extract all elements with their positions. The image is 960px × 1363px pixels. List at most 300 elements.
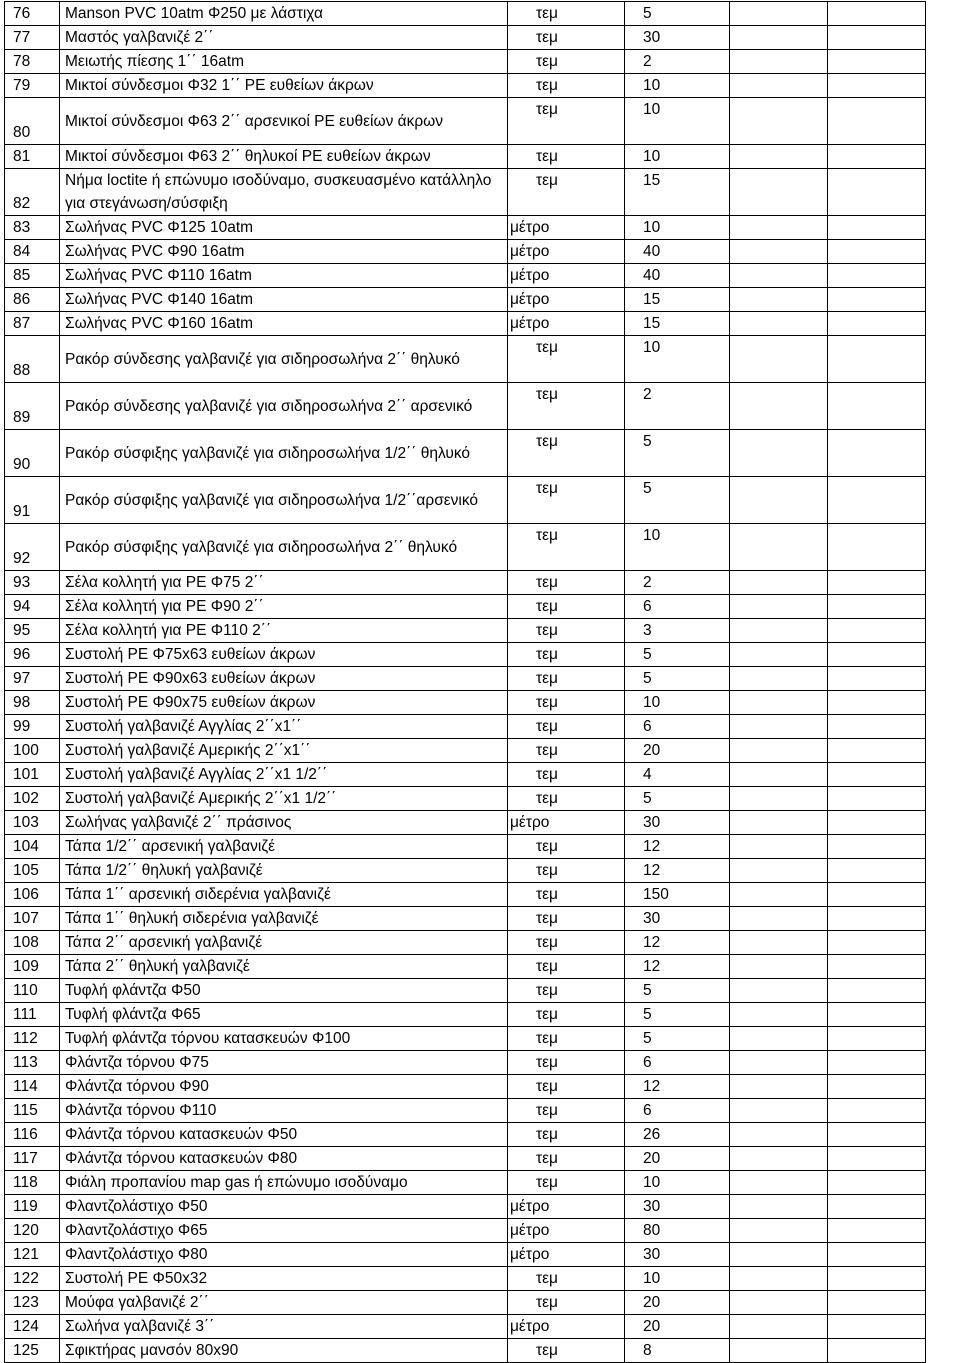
empty-cell <box>828 571 926 595</box>
table-row <box>5 430 926 477</box>
empty-cell <box>730 619 828 643</box>
row-number: 120 <box>5 1219 60 1243</box>
unit-cell <box>508 739 625 763</box>
item-unit: μέτρο <box>510 1198 550 1215</box>
item-unit: τεμ <box>536 1030 558 1047</box>
empty-cell <box>828 907 926 931</box>
empty-cell <box>730 763 828 787</box>
empty-cell <box>730 145 828 169</box>
table-row <box>5 240 926 264</box>
empty-cell <box>828 1171 926 1195</box>
item-quantity: 5 <box>643 982 652 999</box>
row-number: 117 <box>5 1147 60 1171</box>
table-row <box>5 907 926 931</box>
quantity-cell <box>625 1123 730 1147</box>
row-number: 124 <box>5 1315 60 1339</box>
empty-cell <box>828 739 926 763</box>
row-number: 80 <box>5 98 60 145</box>
item-description: Μικτοί σύνδεσμοι Φ32 1΄΄ PE ευθείων άκρων <box>60 74 508 98</box>
item-unit: τεμ <box>536 598 558 615</box>
table-row <box>5 1339 926 1363</box>
item-description: Ρακόρ σύνδεσης γαλβανιζέ για σιδηροσωλήνα 2΄΄ θηλυκό <box>60 336 508 383</box>
unit-cell <box>508 169 625 216</box>
quantity-cell <box>625 955 730 979</box>
item-unit: μέτρο <box>510 1222 550 1239</box>
row-number: 92 <box>5 524 60 571</box>
item-description: Φλαντζολάστιχο Φ50 <box>60 1195 508 1219</box>
quantity-cell <box>625 667 730 691</box>
empty-cell <box>730 571 828 595</box>
row-number: 95 <box>5 619 60 643</box>
item-unit: μέτρο <box>510 814 550 831</box>
empty-cell <box>828 763 926 787</box>
unit-cell <box>508 1339 625 1363</box>
item-description: Συστολή γαλβανιζέ Αμερικής 2΄΄x1΄΄ <box>60 739 508 763</box>
empty-cell <box>730 715 828 739</box>
table-row <box>5 811 926 835</box>
empty-cell <box>730 883 828 907</box>
empty-cell <box>730 739 828 763</box>
item-quantity: 2 <box>643 386 652 403</box>
empty-cell <box>730 1339 828 1363</box>
unit-cell <box>508 1123 625 1147</box>
table-row <box>5 979 926 1003</box>
item-description: Τάπα 1΄΄ θηλυκή σιδερένια γαλβανιζέ <box>60 907 508 931</box>
item-quantity: 6 <box>643 1054 652 1071</box>
quantity-cell <box>625 1051 730 1075</box>
item-description: Τυφλή φλάντζα Φ65 <box>60 1003 508 1027</box>
row-number: 79 <box>5 74 60 98</box>
item-unit: τεμ <box>536 1174 558 1191</box>
item-quantity: 5 <box>643 433 652 450</box>
empty-cell <box>730 2 828 26</box>
item-description: Φλάντζα τόρνου Φ110 <box>60 1099 508 1123</box>
item-description: Φιάλη προπανίου map gas ή επώνυμο ισοδύναμο <box>60 1171 508 1195</box>
row-number: 121 <box>5 1243 60 1267</box>
empty-cell <box>730 1075 828 1099</box>
table-row <box>5 1051 926 1075</box>
empty-cell <box>828 691 926 715</box>
quantity-cell <box>625 336 730 383</box>
empty-cell <box>828 1339 926 1363</box>
empty-cell <box>828 264 926 288</box>
item-description: Ρακόρ σύσφιξης γαλβανιζέ για σιδηροσωλήνα 1/2΄΄αρσενικό <box>60 477 508 524</box>
row-number: 116 <box>5 1123 60 1147</box>
empty-cell <box>828 979 926 1003</box>
quantity-cell <box>625 145 730 169</box>
item-quantity: 40 <box>643 267 661 284</box>
quantity-cell <box>625 1291 730 1315</box>
table-row <box>5 1075 926 1099</box>
quantity-cell <box>625 1267 730 1291</box>
row-number: 119 <box>5 1195 60 1219</box>
table-row <box>5 859 926 883</box>
table-row <box>5 643 926 667</box>
item-unit: μέτρο <box>510 267 550 284</box>
row-number: 99 <box>5 715 60 739</box>
table-row <box>5 955 926 979</box>
table-row <box>5 216 926 240</box>
item-unit: τεμ <box>536 958 558 975</box>
unit-cell <box>508 1219 625 1243</box>
table-row <box>5 74 926 98</box>
table-row <box>5 619 926 643</box>
quantity-cell <box>625 883 730 907</box>
row-number: 81 <box>5 145 60 169</box>
empty-cell <box>730 430 828 477</box>
item-unit: τεμ <box>536 527 558 544</box>
unit-cell <box>508 907 625 931</box>
empty-cell <box>828 955 926 979</box>
item-description: Φλάντζα τόρνου Φ75 <box>60 1051 508 1075</box>
quantity-cell <box>625 931 730 955</box>
unit-cell <box>508 264 625 288</box>
unit-cell <box>508 883 625 907</box>
row-number: 122 <box>5 1267 60 1291</box>
unit-cell <box>508 1315 625 1339</box>
item-unit: τεμ <box>536 742 558 759</box>
empty-cell <box>828 1003 926 1027</box>
item-unit: μέτρο <box>510 315 550 332</box>
quantity-cell <box>625 477 730 524</box>
item-quantity: 5 <box>643 480 652 497</box>
empty-cell <box>730 240 828 264</box>
empty-cell <box>828 859 926 883</box>
item-quantity: 20 <box>643 1150 661 1167</box>
unit-cell <box>508 477 625 524</box>
table-row <box>5 169 926 216</box>
item-quantity: 2 <box>643 53 652 70</box>
row-number: 91 <box>5 477 60 524</box>
empty-cell <box>828 312 926 336</box>
item-description: Σωλήνας PVC Φ140 16atm <box>60 288 508 312</box>
table-row <box>5 1195 926 1219</box>
empty-cell <box>828 26 926 50</box>
item-description: Νήμα loctite ή επώνυμο ισοδύναμο, συσκευασμένο κατάλληλο για στεγάνωση/σύσφιξη <box>60 169 508 216</box>
unit-cell <box>508 145 625 169</box>
unit-cell <box>508 1051 625 1075</box>
item-description: Σωλήνας PVC Φ125 10atm <box>60 216 508 240</box>
row-number: 93 <box>5 571 60 595</box>
item-quantity: 15 <box>643 315 661 332</box>
table-row <box>5 739 926 763</box>
item-description: Συστολή PE Φ90x75 ευθείων άκρων <box>60 691 508 715</box>
empty-cell <box>730 1003 828 1027</box>
item-quantity: 20 <box>643 1294 661 1311</box>
quantity-cell <box>625 1195 730 1219</box>
item-description: Συστολή γαλβανιζέ Αγγλίας 2΄΄x1 1/2΄΄ <box>60 763 508 787</box>
quantity-cell <box>625 98 730 145</box>
item-unit: μέτρο <box>510 1318 550 1335</box>
quantity-cell <box>625 1099 730 1123</box>
quantity-cell <box>625 288 730 312</box>
row-number: 118 <box>5 1171 60 1195</box>
unit-cell <box>508 715 625 739</box>
item-quantity: 4 <box>643 766 652 783</box>
item-quantity: 10 <box>643 101 661 118</box>
quantity-cell <box>625 643 730 667</box>
table-row <box>5 835 926 859</box>
unit-cell <box>508 26 625 50</box>
row-number: 102 <box>5 787 60 811</box>
item-quantity: 30 <box>643 29 661 46</box>
quantity-cell <box>625 430 730 477</box>
unit-cell <box>508 811 625 835</box>
table-row <box>5 1099 926 1123</box>
empty-cell <box>828 811 926 835</box>
empty-cell <box>730 1171 828 1195</box>
item-description: Μούφα γαλβανιζέ 2΄΄ <box>60 1291 508 1315</box>
item-quantity: 15 <box>643 172 661 189</box>
item-quantity: 6 <box>643 1102 652 1119</box>
table-row <box>5 763 926 787</box>
unit-cell <box>508 859 625 883</box>
empty-cell <box>730 979 828 1003</box>
empty-cell <box>730 691 828 715</box>
table-row <box>5 312 926 336</box>
row-number: 83 <box>5 216 60 240</box>
item-quantity: 80 <box>643 1222 661 1239</box>
item-description: Σφικτήρας μανσόν 80x90 <box>60 1339 508 1363</box>
table-row <box>5 477 926 524</box>
item-description: Συστολή γαλβανιζέ Αγγλίας 2΄΄x1΄΄ <box>60 715 508 739</box>
row-number: 82 <box>5 169 60 216</box>
quantity-cell <box>625 312 730 336</box>
item-unit: τεμ <box>536 1294 558 1311</box>
quantity-cell <box>625 1003 730 1027</box>
item-unit: τεμ <box>536 148 558 165</box>
table-row <box>5 98 926 145</box>
empty-cell <box>730 336 828 383</box>
item-quantity: 2 <box>643 574 652 591</box>
empty-cell <box>828 1315 926 1339</box>
table-row <box>5 264 926 288</box>
item-description: Σέλα κολλητή για PE Φ75 2΄΄ <box>60 571 508 595</box>
item-description: Τάπα 1΄΄ αρσενική σιδερένια γαλβανιζέ <box>60 883 508 907</box>
item-quantity: 12 <box>643 958 661 975</box>
empty-cell <box>828 667 926 691</box>
item-description: Ρακόρ σύνδεσης γαλβανιζέ για σιδηροσωλήνα 2΄΄ αρσενικό <box>60 383 508 430</box>
empty-cell <box>828 787 926 811</box>
quantity-cell <box>625 1315 730 1339</box>
empty-cell <box>730 907 828 931</box>
empty-cell <box>828 524 926 571</box>
empty-cell <box>730 1315 828 1339</box>
item-description: Τυφλή φλάντζα Φ50 <box>60 979 508 1003</box>
row-number: 108 <box>5 931 60 955</box>
table-row <box>5 1123 926 1147</box>
empty-cell <box>730 383 828 430</box>
quantity-cell <box>625 1171 730 1195</box>
item-quantity: 30 <box>643 814 661 831</box>
empty-cell <box>730 169 828 216</box>
item-unit: τεμ <box>536 53 558 70</box>
quantity-cell <box>625 216 730 240</box>
items-table <box>4 1 926 1363</box>
unit-cell <box>508 979 625 1003</box>
empty-cell <box>730 1123 828 1147</box>
item-unit: τεμ <box>536 1078 558 1095</box>
item-quantity: 6 <box>643 598 652 615</box>
empty-cell <box>828 169 926 216</box>
empty-cell <box>730 1027 828 1051</box>
item-description: Τάπα 2΄΄ θηλυκή γαλβανιζέ <box>60 955 508 979</box>
item-unit: τεμ <box>536 386 558 403</box>
item-description: Συστολή PE Φ50x32 <box>60 1267 508 1291</box>
row-number: 101 <box>5 763 60 787</box>
empty-cell <box>730 264 828 288</box>
item-description: Σωλήνας PVC Φ90 16atm <box>60 240 508 264</box>
row-number: 113 <box>5 1051 60 1075</box>
item-quantity: 10 <box>643 694 661 711</box>
item-unit: τεμ <box>536 1126 558 1143</box>
item-description: Φλάντζα τόρνου κατασκευών Φ80 <box>60 1147 508 1171</box>
item-quantity: 15 <box>643 291 661 308</box>
item-unit: μέτρο <box>510 1246 550 1263</box>
item-unit: τεμ <box>536 1054 558 1071</box>
item-unit: μέτρο <box>510 219 550 236</box>
row-number: 90 <box>5 430 60 477</box>
row-number: 100 <box>5 739 60 763</box>
row-number: 123 <box>5 1291 60 1315</box>
item-description: Σωλήνας γαλβανιζέ 2΄΄ πράσινος <box>60 811 508 835</box>
quantity-cell <box>625 26 730 50</box>
item-quantity: 5 <box>643 670 652 687</box>
empty-cell <box>828 595 926 619</box>
table-row <box>5 931 926 955</box>
table-row <box>5 1147 926 1171</box>
unit-cell <box>508 931 625 955</box>
item-unit: τεμ <box>536 934 558 951</box>
empty-cell <box>730 50 828 74</box>
item-description: Μειωτής πίεσης 1΄΄ 16atm <box>60 50 508 74</box>
item-quantity: 30 <box>643 1198 661 1215</box>
table-row <box>5 1315 926 1339</box>
item-unit: τεμ <box>536 622 558 639</box>
empty-cell <box>730 98 828 145</box>
empty-cell <box>730 835 828 859</box>
row-number: 115 <box>5 1099 60 1123</box>
item-quantity: 5 <box>643 5 652 22</box>
empty-cell <box>730 524 828 571</box>
unit-cell <box>508 216 625 240</box>
empty-cell <box>730 955 828 979</box>
table-row <box>5 787 926 811</box>
table-row <box>5 26 926 50</box>
item-unit: τεμ <box>536 480 558 497</box>
empty-cell <box>828 715 926 739</box>
empty-cell <box>730 1243 828 1267</box>
item-quantity: 5 <box>643 790 652 807</box>
quantity-cell <box>625 715 730 739</box>
item-unit: τεμ <box>536 982 558 999</box>
unit-cell <box>508 1195 625 1219</box>
item-quantity: 30 <box>643 910 661 927</box>
empty-cell <box>828 383 926 430</box>
unit-cell <box>508 1171 625 1195</box>
row-number: 98 <box>5 691 60 715</box>
table-row <box>5 1267 926 1291</box>
item-description: Τυφλή φλάντζα τόρνου κατασκευών Φ100 <box>60 1027 508 1051</box>
item-quantity: 10 <box>643 77 661 94</box>
row-number: 88 <box>5 336 60 383</box>
item-quantity: 12 <box>643 1078 661 1095</box>
item-quantity: 20 <box>643 742 661 759</box>
empty-cell <box>730 643 828 667</box>
quantity-cell <box>625 571 730 595</box>
empty-cell <box>730 1195 828 1219</box>
table-row <box>5 883 926 907</box>
item-description: Συστολή γαλβανιζέ Αμερικής 2΄΄x1 1/2΄΄ <box>60 787 508 811</box>
table-row <box>5 1171 926 1195</box>
quantity-cell <box>625 2 730 26</box>
empty-cell <box>730 1219 828 1243</box>
row-number: 114 <box>5 1075 60 1099</box>
unit-cell <box>508 691 625 715</box>
item-quantity: 10 <box>643 1270 661 1287</box>
unit-cell <box>508 288 625 312</box>
empty-cell <box>828 477 926 524</box>
item-unit: τεμ <box>536 886 558 903</box>
empty-cell <box>828 1291 926 1315</box>
item-quantity: 5 <box>643 646 652 663</box>
item-quantity: 8 <box>643 1342 652 1359</box>
item-unit: τεμ <box>536 718 558 735</box>
unit-cell <box>508 955 625 979</box>
table-row <box>5 383 926 430</box>
unit-cell <box>508 571 625 595</box>
row-number: 112 <box>5 1027 60 1051</box>
empty-cell <box>828 931 926 955</box>
row-number: 78 <box>5 50 60 74</box>
item-description: Φλάντζα τόρνου Φ90 <box>60 1075 508 1099</box>
row-number: 125 <box>5 1339 60 1363</box>
table-row <box>5 595 926 619</box>
empty-cell <box>730 1051 828 1075</box>
item-quantity: 12 <box>643 838 661 855</box>
quantity-cell <box>625 1219 730 1243</box>
item-description: Φλαντζολάστιχο Φ80 <box>60 1243 508 1267</box>
quantity-cell <box>625 240 730 264</box>
item-description: Ρακόρ σύσφιξης γαλβανιζέ για σιδηροσωλήνα 2΄΄ θηλυκό <box>60 524 508 571</box>
empty-cell <box>828 835 926 859</box>
item-description: Συστολή PE Φ75x63 ευθείων άκρων <box>60 643 508 667</box>
quantity-cell <box>625 1147 730 1171</box>
empty-cell <box>828 2 926 26</box>
empty-cell <box>828 883 926 907</box>
row-number: 76 <box>5 2 60 26</box>
unit-cell <box>508 1267 625 1291</box>
row-number: 111 <box>5 1003 60 1027</box>
item-quantity: 20 <box>643 1318 661 1335</box>
item-description: Σωλήνας PVC Φ160 16atm <box>60 312 508 336</box>
empty-cell <box>828 1219 926 1243</box>
quantity-cell <box>625 50 730 74</box>
item-unit: τεμ <box>536 29 558 46</box>
row-number: 110 <box>5 979 60 1003</box>
table-row <box>5 50 926 74</box>
item-unit: τεμ <box>536 101 558 118</box>
item-quantity: 10 <box>643 219 661 236</box>
row-number: 89 <box>5 383 60 430</box>
table-row <box>5 715 926 739</box>
empty-cell <box>828 240 926 264</box>
item-unit: μέτρο <box>510 243 550 260</box>
empty-cell <box>828 1267 926 1291</box>
item-description: Τάπα 1/2΄΄ θηλυκή γαλβανιζέ <box>60 859 508 883</box>
item-description: Manson PVC 10atm Φ250 με λάστιχα <box>60 2 508 26</box>
item-description: Σωλήνας PVC Φ110 16atm <box>60 264 508 288</box>
